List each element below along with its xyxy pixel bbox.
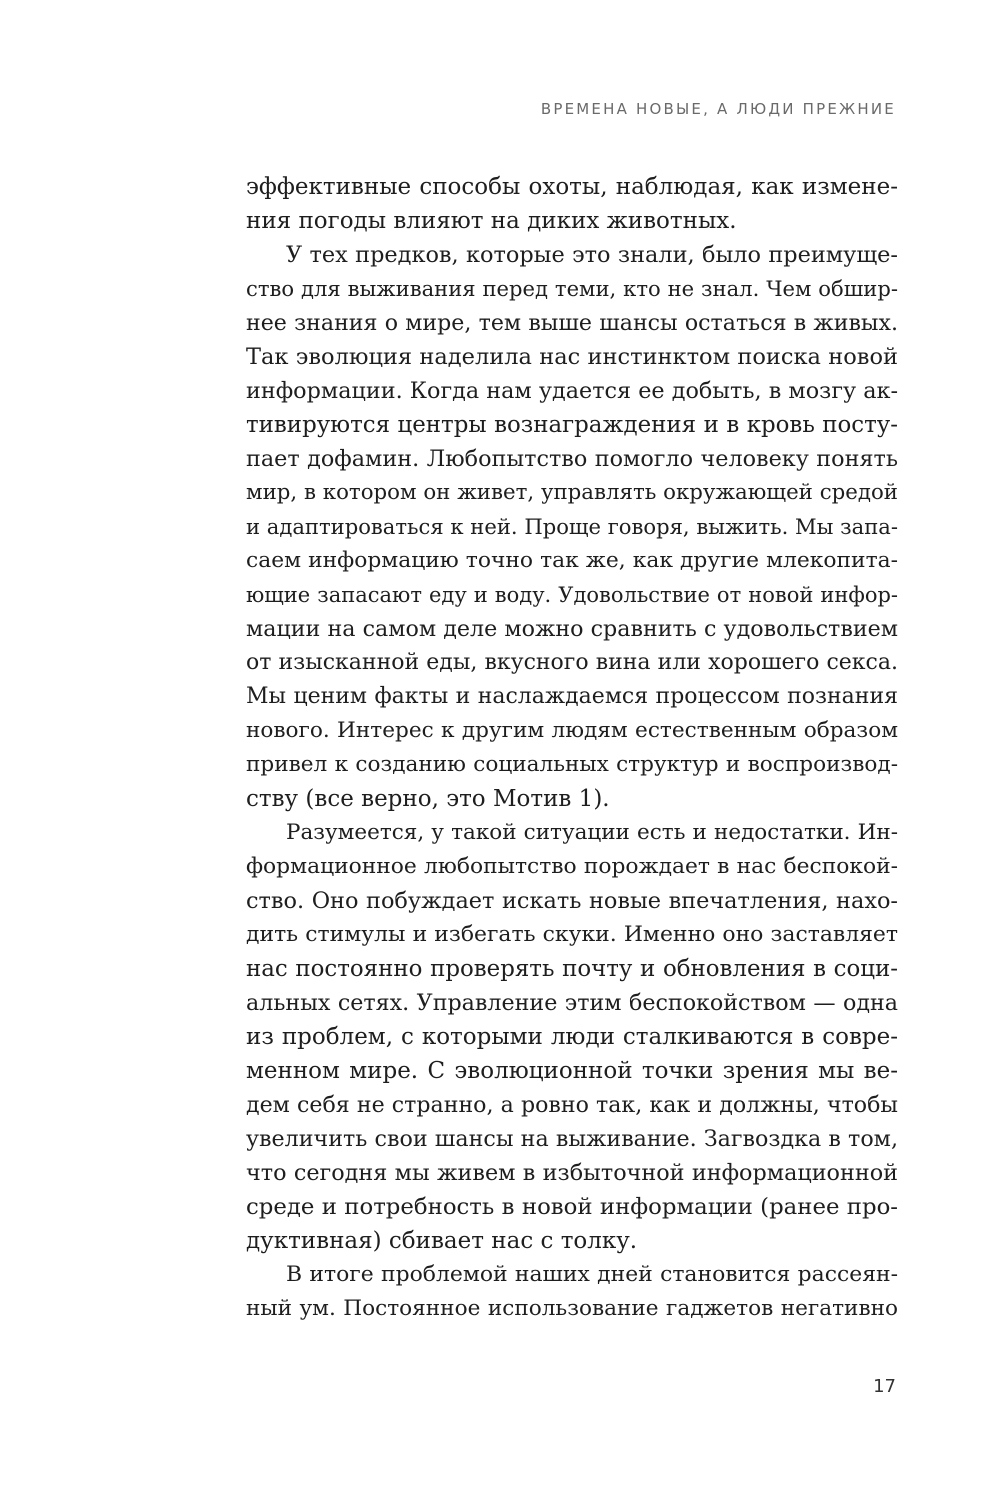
- text-line: от изысканной еды, вкусного вина или хорошего секса.: [246, 650, 898, 675]
- text-line: из проблем, с которыми люди сталкиваются в совре-: [246, 1024, 898, 1050]
- text-line: нее знания о мире, тем выше шансы остаться в живых.: [246, 310, 898, 336]
- text-line: альных сетях. Управление этим беспокойством — одна: [246, 990, 898, 1016]
- text-line: мир, в котором он живет, управлять окружающей средой: [246, 480, 898, 505]
- paragraph-first-line: В итоге проблемой наших дней становится рассеян-: [286, 1262, 898, 1287]
- text-line: нас постоянно проверять почту и обновления в соци-: [246, 956, 898, 982]
- text-line: дем себя не странно, а ровно так, как и должны, чтобы: [246, 1092, 898, 1118]
- text-line: саем информацию точно так же, как другие млекопита-: [246, 548, 898, 573]
- text-line: эффективные способы охоты, наблюдая, как измене-: [246, 174, 898, 200]
- text-line: привел к созданию социальных структур и воспроизвод-: [246, 752, 898, 777]
- text-line: ству (все верно, это Мотив 1).: [246, 786, 610, 812]
- text-line: ный ум. Постоянное использование гаджетов негативно: [246, 1296, 898, 1321]
- text-line: информации. Когда нам удается ее добыть, в мозгу ак-: [246, 378, 898, 404]
- text-line: ющие запасают еду и воду. Удовольствие от новой инфор-: [246, 583, 898, 607]
- text-line: дить стимулы и избегать скуки. Именно оно заставляет: [246, 922, 898, 947]
- text-line: ство для выживания перед теми, кто не знал. Чем обшир-: [246, 276, 898, 301]
- text-line: ния погоды влияют на диких животных.: [246, 208, 737, 234]
- text-line: пает дофамин. Любопытство помогло человеку понять: [246, 446, 898, 472]
- text-line: и адаптироваться к ней. Проще говоря, выжить. Мы запа-: [246, 514, 898, 539]
- body-text: [246, 170, 898, 1326]
- text-line: тивируются центры вознаграждения и в кровь посту-: [246, 412, 898, 438]
- text-line: дуктивная) сбивает нас с толку.: [246, 1228, 638, 1254]
- text-line: среде и потребность в новой информации (ранее про-: [246, 1194, 898, 1220]
- paragraph-first-line: Разумеется, у такой ситуации есть и недостатки. Ин-: [286, 820, 898, 845]
- text-line: Мы ценим факты и наслаждаемся процессом познания: [246, 684, 898, 709]
- text-line: что сегодня мы живем в избыточной информационной: [246, 1160, 898, 1186]
- text-line: формационное любопытство порождает в нас беспокой-: [246, 854, 898, 879]
- text-line: мации на самом деле можно сравнить с удовольствием: [246, 616, 898, 642]
- page-number: 17: [873, 1376, 896, 1397]
- paragraph-first-line: У тех предков, которые это знали, было преимуще-: [286, 242, 898, 268]
- text-line: увеличить свои шансы на выживание. Загвоздка в том,: [246, 1126, 898, 1152]
- text-line: менном мире. С эволюционной точки зрения мы ве-: [246, 1058, 898, 1084]
- text-line: Так эволюция наделила нас инстинктом поиска новой: [246, 344, 898, 370]
- text-line: нового. Интерес к другим людям естественным образом: [246, 718, 898, 743]
- text-line: ство. Оно побуждает искать новые впечатления, нахо-: [246, 888, 898, 914]
- running-header: ВРЕМЕНА НОВЫЕ, А ЛЮДИ ПРЕЖНИЕ: [540, 100, 896, 118]
